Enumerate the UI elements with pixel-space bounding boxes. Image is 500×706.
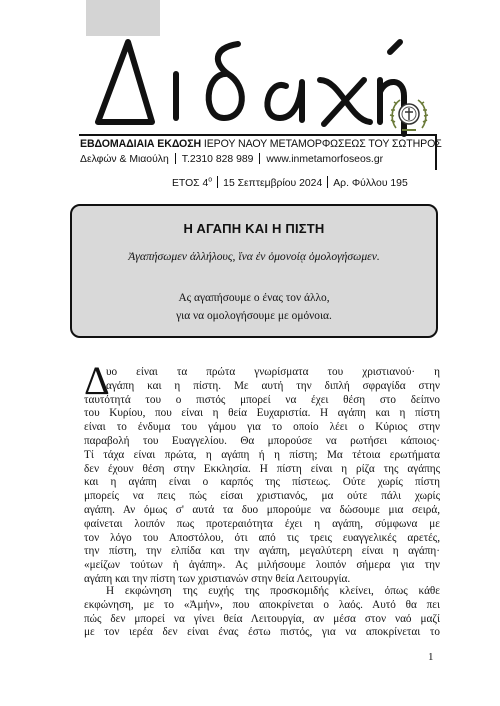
feature-quote: Ἀγαπήσωμεν ἀλλήλους, ἵνα ἐν ὁμονοίᾳ ὁμολογήσωμεν.	[128, 250, 380, 263]
year-sup: ο	[208, 176, 213, 184]
text-line: «μείζων τούτων ἡ ἀγάπη». Ας μιλήσουμε λοιπόν σήμερα για την	[84, 559, 440, 572]
text-line: πώς δεν μπορεί να γίνει θεία Λειτουργία, αν μέσα στον ναό μαζί	[84, 612, 440, 625]
text-line: και η αγάπη είναι ο καρπός της πίστεως. Ούτε χωρίς πίστη	[84, 476, 440, 489]
article-paragraph-2	[84, 585, 440, 640]
contact-line	[80, 153, 436, 165]
phone: Τ.2310 828 989	[181, 154, 254, 165]
publisher-rest: ΙΕΡΟΥ ΝΑΟΥ ΜΕΤΑΜΟΡΦΩΣΕΩΣ ΤΟΥ ΣΩΤΗΡΟΣ	[201, 138, 442, 150]
separator	[175, 153, 176, 164]
drop-cap: Δ	[84, 358, 110, 403]
website-link[interactable]: www.inmetamorfoseos.gr	[266, 154, 384, 165]
issue-line	[172, 176, 438, 189]
text-line: αγάπη και την πίστη των χριστιανών στην θεία Λειτουργία.	[84, 572, 351, 585]
text-line: την πίστη, την ελπίδα και την αγάπη, μεγαλύτερη είναι η αγάπη·	[84, 545, 440, 558]
text-line: μπορείς να πεις πώς είσαι χριστιανός, μα ούτε πάλι χωρίς	[84, 490, 440, 503]
text-line: αγάπη και η πίστη. Με αυτή την διπλή σφραγίδα στην	[106, 379, 440, 392]
text-line: υο είναι τα πρώτα γνωρίσματα του χριστιανού· η	[106, 366, 440, 378]
text-line: τον λόγο του Αποστόλου, ότι από τις τρεις ευαγγελικές αρετές,	[84, 531, 440, 544]
separator	[327, 176, 328, 188]
publisher-line	[80, 138, 442, 150]
feature-translation-line-2: για να ομολογήσουμε με ομόνοια.	[176, 310, 332, 322]
church-emblem-icon	[388, 94, 430, 136]
text-line: Τί τάχα είναι πρώτα, η αγάπη ή η πίστη; Μα τέτοια ερωτήματα	[84, 448, 440, 461]
separator	[259, 153, 260, 164]
address: Δελφών & Μιαούλη	[80, 154, 169, 165]
page-number: 1	[428, 651, 434, 663]
text-line: με τον ιερέα δεν είναι ένας έστω πιστός, για να αποκρίνεται το	[84, 626, 440, 639]
text-line: αγάπη. Αν όμως σ' αυτά τα δυο μπορούμε να δώσουμε μια σειρά,	[84, 503, 440, 516]
text-line: παραβολή του Ευαγγελίου. Θα μπορούσε να ρωτήσει κάποιος·	[84, 434, 440, 447]
publisher-bold: ΕΒΔΟΜΑΔΙΑΙΑ ΕΚΔΟΣΗ	[80, 138, 202, 150]
feature-box	[70, 204, 438, 338]
feature-title: Η ΑΓΑΠΗ ΚΑΙ Η ΠΙΣΤΗ	[183, 221, 325, 236]
issue-date: 15 Σεπτεμβρίου 2024	[223, 178, 323, 189]
header-rule	[79, 134, 437, 136]
text-line: δεν έχουν θέση στην Εκκλησία. Η πίστη είναι η ρίζα της αγάπης	[84, 462, 440, 475]
text-line: εκφώνηση, με το «Ἀμήν», που αποκρίνεται ο λαός. Αυτό θα πει	[84, 598, 440, 611]
text-line: είναι το ένδυμα του γάμου για το οποίο λέει ο Κύριος στην	[84, 421, 440, 434]
year-label: ΕΤΟΣ 4	[172, 178, 209, 189]
text-line: του Κυρίου, που είναι η θεία Ευχαριστία. Η αγάπη και η πίστη	[84, 407, 440, 420]
separator	[217, 176, 218, 188]
header-tab-decoration	[86, 0, 160, 36]
issue-number: Αρ. Φύλλου 195	[333, 178, 408, 189]
text-line: ταυτότητά του ο πιστός μπορεί να έχει θέση στο δείπνο	[84, 393, 440, 406]
feature-translation-line-1: Ας αγαπήσουμε ο ένας τον άλλο,	[178, 292, 330, 304]
text-line: Η εκφώνηση της ευχής της προσκομιδής κλείνει, όπως κάθε	[106, 585, 440, 597]
text-line: φαίνεται λοιπόν πως προτεραιότητα έχει η αγάπη, σύμφωνα με	[84, 517, 440, 530]
masthead-logo	[88, 34, 410, 138]
article-paragraph-1	[84, 358, 440, 587]
